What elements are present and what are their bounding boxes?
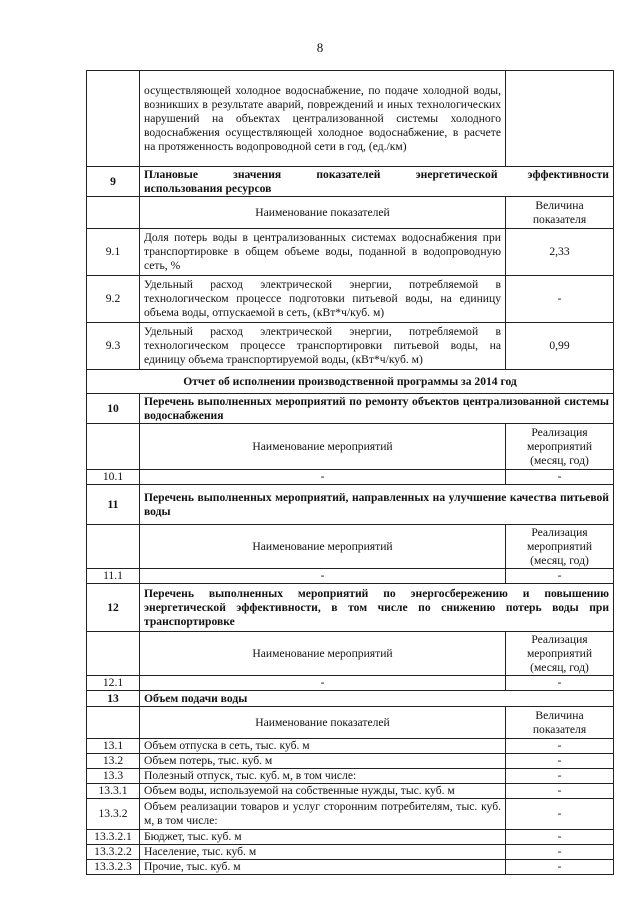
column-header-row (87, 525, 614, 569)
section-number: 9 (87, 167, 140, 197)
row-value: - (506, 739, 614, 754)
section-number: 11 (87, 485, 140, 525)
section-title: Объем подачи воды (140, 691, 614, 707)
row-number: 9.3 (87, 323, 140, 370)
column-header-row (87, 632, 614, 676)
table-row (87, 569, 614, 584)
row-number: 13.3 (87, 769, 140, 784)
column-header-row (87, 197, 614, 229)
table-row (87, 676, 614, 691)
section-title-line2: использования ресурсов (144, 181, 272, 195)
section-number: 12 (87, 584, 140, 632)
row-value: - (506, 569, 614, 584)
row-number: 9.1 (87, 229, 140, 276)
section-10-header (87, 394, 614, 424)
section-9-header (87, 167, 614, 197)
row-text: - (140, 676, 506, 691)
table-row (87, 860, 614, 875)
column-header-name: Наименование показателей (140, 197, 506, 229)
continuation-text: осуществляющей холодное водоснабжение, по подаче холодной воды, возникших в результате аварий, повреждений и иных технологических нарушений на объектах централизованной системы холодного водоснабжения осуществляющей холодное водоснабжение, в расчете на протяженность водопроводной сети в год, (ед./км) (140, 71, 506, 167)
page-number: 8 (316, 40, 324, 55)
section-13-header (87, 691, 614, 707)
section-11-header (87, 485, 614, 525)
table-row (87, 323, 614, 370)
row-number: 13.3.2.3 (87, 860, 140, 875)
section-number: 10 (87, 394, 140, 424)
column-header-value: Величина показателя (506, 197, 614, 229)
column-header-name: Наименование мероприятий (140, 525, 506, 569)
row-text: Удельный расход электрической энергии, потребляемой в технологическом процессе подготовки питьевой воды, на единицу объема воды, отпускаемой в сеть, (кВт*ч/куб. м) (140, 276, 506, 323)
row-text: Объем потерь, тыс. куб. м (140, 754, 506, 769)
column-header-name: Наименование мероприятий (140, 632, 506, 676)
row-text: Объем отпуска в сеть, тыс. куб. м (140, 739, 506, 754)
section-title (140, 167, 614, 197)
row-number: 13.3.2 (87, 799, 140, 830)
row-value: - (506, 799, 614, 830)
row-number: 13.3.2.1 (87, 830, 140, 845)
row-number: 13.1 (87, 739, 140, 754)
table-row (87, 470, 614, 485)
row-text: Объем воды, используемой на собственные нужды, тыс. куб. м (140, 784, 506, 799)
table-row (87, 276, 614, 323)
row-value: - (506, 784, 614, 799)
row-text: - (140, 569, 506, 584)
table-row (87, 845, 614, 860)
row-number: 13.2 (87, 754, 140, 769)
row-value: - (506, 470, 614, 485)
row-number: 13.3.1 (87, 784, 140, 799)
column-header-row (87, 707, 614, 739)
section-title-part1: Плановые значения показателей энергетической (144, 167, 498, 181)
row-value: - (506, 845, 614, 860)
row-text: Полезный отпуск, тыс. куб. м, в том числе: (140, 769, 506, 784)
section-title: Перечень выполненных мероприятий, направленных на улучшение качества питьевой воды (140, 485, 614, 525)
table-row (87, 739, 614, 754)
row-number: 10.1 (87, 470, 140, 485)
table-row (87, 754, 614, 769)
row-text: Удельный расход электрической энергии, потребляемой в технологическом процессе транспортировки питьевой воды, на единицу объема транспортируемой воды, (кВт*ч/куб. м) (140, 323, 506, 370)
row-text: Бюджет, тыс. куб. м (140, 830, 506, 845)
row-text: Население, тыс. куб. м (140, 845, 506, 860)
row-value: - (506, 676, 614, 691)
row-text: Прочие, тыс. куб. м (140, 860, 506, 875)
row-text: Объем реализации товаров и услуг сторонним потребителям, тыс. куб. м, в том числе: (140, 799, 506, 830)
document-table (86, 70, 614, 875)
row-text: Доля потерь воды в централизованных системах водоснабжения при транспортировке в общем объеме воды, поданной в водопроводную сеть, % (140, 229, 506, 276)
table-row (87, 229, 614, 276)
table-row (87, 830, 614, 845)
row-value: - (506, 276, 614, 323)
empty-num-cell (87, 71, 140, 167)
row-text: - (140, 470, 506, 485)
column-header-row (87, 424, 614, 470)
column-header-value: Величина показателя (506, 707, 614, 739)
row-number: 12.1 (87, 676, 140, 691)
row-value: 2,33 (506, 229, 614, 276)
section-title-part2: эффективности (527, 167, 609, 181)
row-value: - (506, 860, 614, 875)
row-value: - (506, 754, 614, 769)
column-header-name: Наименование мероприятий (140, 424, 506, 470)
report-title: Отчет об исполнении производственной программы за 2014 год (87, 370, 614, 394)
section-number: 13 (87, 691, 140, 707)
column-header-name: Наименование показателей (140, 707, 506, 739)
table-row (87, 784, 614, 799)
table-row (87, 769, 614, 784)
section-title: Перечень выполненных мероприятий по ремонту объектов централизованной системы водоснабжения (140, 394, 614, 424)
continuation-row (87, 71, 614, 167)
column-header-value: Реализация мероприятий (месяц, год) (506, 424, 614, 470)
report-title-row (87, 370, 614, 394)
row-number: 13.3.2.2 (87, 845, 140, 860)
column-header-value: Реализация мероприятий (месяц, год) (506, 632, 614, 676)
row-value: 0,99 (506, 323, 614, 370)
row-value: - (506, 830, 614, 845)
section-12-header (87, 584, 614, 632)
row-value: - (506, 769, 614, 784)
table-row (87, 799, 614, 830)
row-number: 9.2 (87, 276, 140, 323)
column-header-value: Реализация мероприятий (месяц, год) (506, 525, 614, 569)
empty-value-cell (506, 71, 614, 167)
row-number: 11.1 (87, 569, 140, 584)
section-title: Перечень выполненных мероприятий по энергосбережению и повышению энергетической эффективности, в том числе по снижению потерь воды при транспортировке (140, 584, 614, 632)
